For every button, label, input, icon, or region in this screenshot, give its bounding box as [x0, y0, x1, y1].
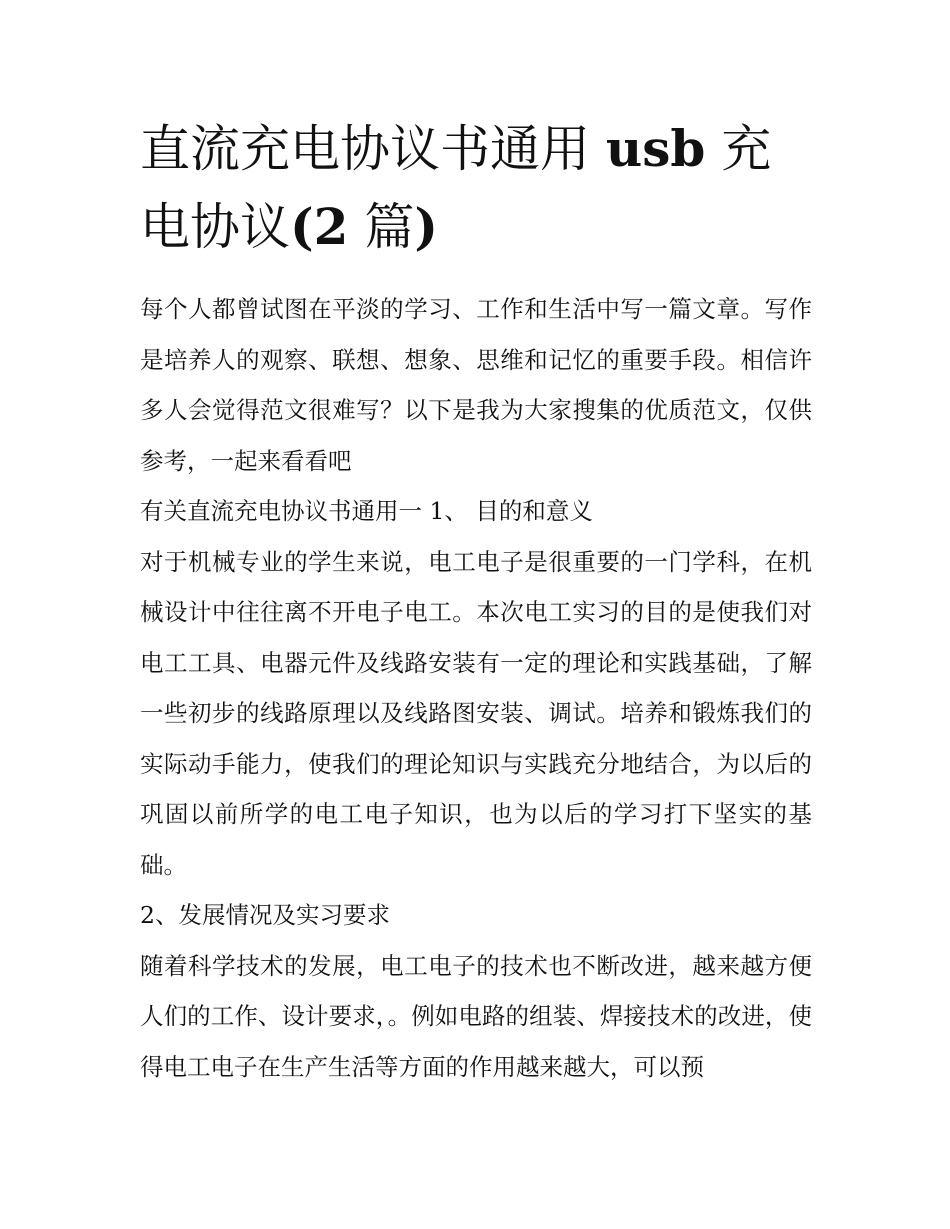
document-title: 直流充电协议书通用 usb 充电协议(2 篇): [140, 119, 772, 256]
section-heading-2: 2、发展情况及实习要求: [140, 901, 390, 929]
body-paragraph-2: 随着科学技术的发展，电工电子的技术也不断改进，越来越方便人们的工作、设计要求，。例如电路的组装、焊接技术的改进，使得电工电子在生产生活等方面的作用越来越大，可以预: [140, 951, 812, 1081]
intro-paragraph: 每个人都曾试图在平淡的学习、工作和生活中写一篇文章。写作是培养人的观察、联想、想象、思维和记忆的重要手段。相信许多人会觉得范文很难写？以下是我为大家搜集的优质范文，仅供参考，一起来看看吧: [140, 295, 812, 475]
document-body: [140, 110, 812, 1092]
body-paragraph-1: 对于机械专业的学生来说，电工电子是很重要的一门学科，在机械设计中往往离不开电子电工。本次电工实习的目的是使我们对电工工具、电器元件及线路安装有一定的理论和实践基础，了解一些初步的线路原理以及线路图安装、调试。培养和锻炼我们的实际动手能力，使我们的理论知识与实践充分地结合，为以后的巩固以前所学的电工电子知识，也为以后的学习打下坚实的基础。: [140, 547, 812, 879]
section-heading-1: 有关直流充电协议书通用一 1、 目的和意义: [140, 497, 593, 525]
